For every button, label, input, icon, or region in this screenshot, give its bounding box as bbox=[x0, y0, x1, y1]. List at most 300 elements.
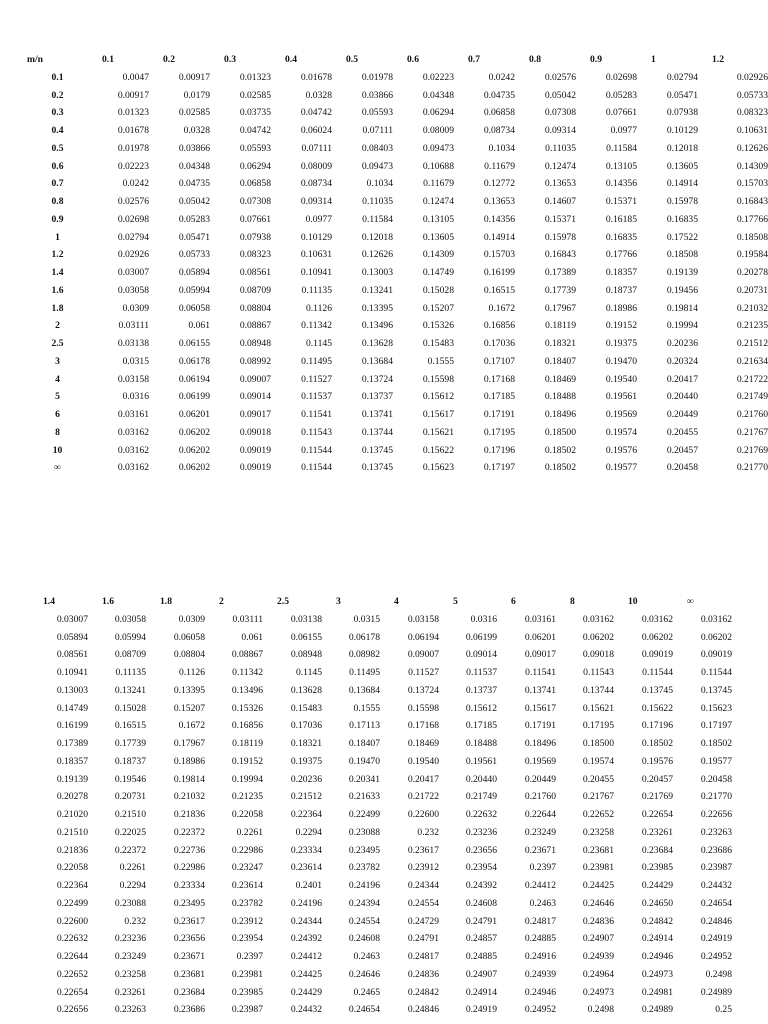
column-header: 0.5 bbox=[346, 54, 358, 66]
value-cell: 0.21749 bbox=[736, 391, 768, 403]
table-row bbox=[0, 122, 768, 140]
value-cell: 0.24964 bbox=[582, 968, 614, 980]
value-cell: 0.15617 bbox=[422, 409, 454, 421]
table-row bbox=[0, 664, 768, 682]
value-cell: 0.2294 bbox=[295, 826, 322, 838]
value-cell: 0.24973 bbox=[641, 968, 673, 980]
value-cell: 0.06178 bbox=[178, 355, 210, 367]
value-cell: 0.12772 bbox=[483, 178, 515, 190]
row-label: 4 bbox=[55, 373, 60, 385]
column-header: 0.9 bbox=[590, 54, 602, 66]
row-label: 3 bbox=[55, 355, 60, 367]
value-cell: 0.03162 bbox=[582, 613, 614, 625]
value-cell: 0.15978 bbox=[666, 196, 698, 208]
value-cell: 0.23247 bbox=[231, 862, 263, 874]
value-cell: 0.10941 bbox=[56, 667, 88, 679]
value-cell: 0.16199 bbox=[56, 720, 88, 732]
value-cell: 0.19470 bbox=[605, 355, 637, 367]
value-cell: 0.13003 bbox=[361, 267, 393, 279]
value-cell: 0.15623 bbox=[700, 702, 732, 714]
value-cell: 0.19540 bbox=[605, 373, 637, 385]
spacer-cell bbox=[0, 913, 29, 931]
value-cell: 0.22656 bbox=[56, 1004, 88, 1016]
table-row bbox=[0, 87, 768, 105]
value-cell: 0.21749 bbox=[465, 791, 497, 803]
value-cell: 0.25 bbox=[715, 1004, 732, 1016]
value-cell: 0.19546 bbox=[114, 773, 146, 785]
value-cell: 0.20457 bbox=[641, 773, 673, 785]
column-header: 1 bbox=[651, 54, 656, 66]
value-cell: 0.14356 bbox=[605, 178, 637, 190]
value-cell: 0.06294 bbox=[239, 160, 271, 172]
value-cell: 0.24857 bbox=[465, 933, 497, 945]
value-cell: 0.23686 bbox=[173, 1004, 205, 1016]
value-cell: 0.13605 bbox=[666, 160, 698, 172]
value-cell: 0.15028 bbox=[422, 284, 454, 296]
value-cell: 0.16199 bbox=[483, 267, 515, 279]
value-cell: 0.24952 bbox=[524, 1004, 556, 1016]
value-cell: 0.05471 bbox=[178, 231, 210, 243]
value-cell: 0.06199 bbox=[178, 391, 210, 403]
value-cell: 0.12626 bbox=[736, 142, 768, 154]
value-cell: 0.18508 bbox=[736, 231, 768, 243]
value-cell: 0.13744 bbox=[582, 684, 614, 696]
value-cell: 0.14356 bbox=[483, 213, 515, 225]
value-cell: 0.20457 bbox=[666, 444, 698, 456]
spacer-cell bbox=[732, 629, 768, 647]
column-header: 0.1 bbox=[102, 54, 114, 66]
value-cell: 0.24554 bbox=[407, 897, 439, 909]
value-cell: 0.17107 bbox=[483, 355, 515, 367]
value-cell: 0.22499 bbox=[348, 809, 380, 821]
value-cell: 0.20731 bbox=[114, 791, 146, 803]
value-cell: 0.19456 bbox=[666, 284, 698, 296]
value-cell: 0.22644 bbox=[56, 951, 88, 963]
value-cell: 0.2294 bbox=[119, 880, 146, 892]
spacer-cell bbox=[0, 282, 27, 300]
value-cell: 0.19561 bbox=[605, 391, 637, 403]
value-cell: 0.24885 bbox=[524, 933, 556, 945]
table-row bbox=[0, 140, 768, 158]
value-cell: 0.02698 bbox=[117, 213, 149, 225]
value-cell: 0.23656 bbox=[173, 933, 205, 945]
value-cell: 0.08804 bbox=[173, 649, 205, 661]
value-cell: 0.2463 bbox=[353, 951, 380, 963]
value-cell: 0.0328 bbox=[183, 125, 210, 137]
value-cell: 0.13395 bbox=[361, 302, 393, 314]
value-cell: 0.24729 bbox=[407, 915, 439, 927]
value-cell: 0.10631 bbox=[300, 249, 332, 261]
spacer-cell bbox=[0, 193, 27, 211]
value-cell: 0.21767 bbox=[582, 791, 614, 803]
value-cell: 0.0328 bbox=[305, 89, 332, 101]
value-cell: 0.03158 bbox=[117, 373, 149, 385]
value-cell: 0.03111 bbox=[232, 613, 263, 625]
value-cell: 0.15622 bbox=[422, 444, 454, 456]
value-cell: 0.1126 bbox=[305, 302, 332, 314]
value-cell: 0.06024 bbox=[300, 125, 332, 137]
table-bottom-body bbox=[0, 611, 768, 1019]
value-cell: 0.15371 bbox=[605, 196, 637, 208]
value-cell: 0.22652 bbox=[582, 809, 614, 821]
value-cell: 0.11537 bbox=[301, 391, 332, 403]
value-cell: 0.02794 bbox=[117, 231, 149, 243]
spacer-cell bbox=[732, 700, 768, 718]
value-cell: 0.24846 bbox=[700, 915, 732, 927]
value-cell: 0.03161 bbox=[524, 613, 556, 625]
value-cell: 0.24919 bbox=[700, 933, 732, 945]
value-cell: 0.24646 bbox=[582, 897, 614, 909]
value-cell: 0.15612 bbox=[422, 391, 454, 403]
table-row bbox=[0, 824, 768, 842]
value-cell: 0.17522 bbox=[666, 231, 698, 243]
row-label: 0.5 bbox=[51, 142, 64, 154]
value-cell: 0.22600 bbox=[407, 809, 439, 821]
value-cell: 0.21836 bbox=[56, 844, 88, 856]
value-cell: 0.21020 bbox=[56, 809, 88, 821]
value-cell: 0.1034 bbox=[366, 178, 393, 190]
table-row bbox=[0, 629, 768, 647]
column-header: 0.3 bbox=[224, 54, 236, 66]
value-cell: 0.05593 bbox=[239, 142, 271, 154]
column-header: 0.4 bbox=[285, 54, 297, 66]
value-cell: 0.11342 bbox=[232, 667, 263, 679]
value-cell: 0.24646 bbox=[348, 968, 380, 980]
value-cell: 0.13003 bbox=[56, 684, 88, 696]
value-cell: 0.23236 bbox=[465, 826, 497, 838]
value-cell: 0.18407 bbox=[544, 355, 576, 367]
value-cell: 0.22632 bbox=[56, 933, 88, 945]
table-row bbox=[0, 371, 768, 389]
value-cell: 0.09019 bbox=[239, 444, 271, 456]
spacer-cell bbox=[732, 664, 768, 682]
value-cell: 0.02585 bbox=[178, 107, 210, 119]
value-cell: 0.0316 bbox=[122, 391, 149, 403]
value-cell: 0.02223 bbox=[117, 160, 149, 172]
value-cell: 0.23782 bbox=[348, 862, 380, 874]
spacer-cell bbox=[0, 424, 27, 442]
value-cell: 0.21760 bbox=[524, 791, 556, 803]
spacer-cell bbox=[732, 859, 768, 877]
value-cell: 0.15621 bbox=[422, 426, 454, 438]
value-cell: 0.11527 bbox=[408, 667, 439, 679]
spacer-cell bbox=[732, 984, 768, 1002]
spacer-cell bbox=[0, 1001, 29, 1019]
value-cell: 0.17185 bbox=[483, 391, 515, 403]
spacer-cell bbox=[0, 122, 27, 140]
row-label: 0.3 bbox=[51, 107, 64, 119]
table-row bbox=[0, 282, 768, 300]
value-cell: 0.06058 bbox=[178, 302, 210, 314]
value-cell: 0.23617 bbox=[173, 915, 205, 927]
value-cell: 0.20324 bbox=[666, 355, 698, 367]
value-cell: 0.24429 bbox=[290, 986, 322, 998]
spacer-cell bbox=[0, 948, 29, 966]
spacer-cell bbox=[0, 895, 29, 913]
value-cell: 0.24946 bbox=[641, 951, 673, 963]
value-cell: 0.18407 bbox=[348, 738, 380, 750]
value-cell: 0.20449 bbox=[666, 409, 698, 421]
value-cell: 0.21722 bbox=[407, 791, 439, 803]
spacer-cell bbox=[0, 682, 29, 700]
value-cell: 0.23258 bbox=[114, 968, 146, 980]
value-cell: 0.13745 bbox=[361, 462, 393, 474]
value-cell: 0.23263 bbox=[114, 1004, 146, 1016]
value-cell: 0.19814 bbox=[173, 773, 205, 785]
value-cell: 0.09018 bbox=[239, 426, 271, 438]
value-cell: 0.02576 bbox=[544, 71, 576, 83]
table-row bbox=[0, 406, 768, 424]
spacer-cell bbox=[732, 895, 768, 913]
value-cell: 0.2465 bbox=[353, 986, 380, 998]
spacer-cell bbox=[732, 735, 768, 753]
value-cell: 0.03058 bbox=[114, 613, 146, 625]
value-cell: 0.23985 bbox=[641, 862, 673, 874]
value-cell: 0.13684 bbox=[348, 684, 380, 696]
value-cell: 0.24919 bbox=[465, 1004, 497, 1016]
value-cell: 0.24392 bbox=[465, 880, 497, 892]
value-cell: 0.15622 bbox=[641, 702, 673, 714]
value-cell: 0.00917 bbox=[178, 71, 210, 83]
value-cell: 0.23987 bbox=[700, 862, 732, 874]
value-cell: 0.09314 bbox=[544, 125, 576, 137]
value-cell: 0.21510 bbox=[114, 809, 146, 821]
value-cell: 0.11541 bbox=[525, 667, 556, 679]
value-cell: 0.0316 bbox=[470, 613, 497, 625]
value-cell: 0.08009 bbox=[422, 125, 454, 137]
value-cell: 0.15612 bbox=[465, 702, 497, 714]
value-cell: 0.24817 bbox=[407, 951, 439, 963]
value-cell: 0.03161 bbox=[117, 409, 149, 421]
value-cell: 0.06201 bbox=[524, 631, 556, 643]
value-cell: 0.23681 bbox=[582, 844, 614, 856]
value-cell: 0.06194 bbox=[178, 373, 210, 385]
value-cell: 0.06201 bbox=[178, 409, 210, 421]
spacer-cell bbox=[732, 966, 768, 984]
value-cell: 0.19584 bbox=[736, 249, 768, 261]
table-row bbox=[0, 611, 768, 629]
table-row bbox=[0, 895, 768, 913]
table-row bbox=[0, 353, 768, 371]
value-cell: 0.01323 bbox=[117, 107, 149, 119]
value-cell: 0.13724 bbox=[361, 373, 393, 385]
value-cell: 0.17191 bbox=[524, 720, 556, 732]
table-row bbox=[0, 788, 768, 806]
value-cell: 0.24836 bbox=[582, 915, 614, 927]
value-cell: 0.05733 bbox=[736, 89, 768, 101]
value-cell: 0.17185 bbox=[465, 720, 497, 732]
value-cell: 0.07938 bbox=[239, 231, 271, 243]
value-cell: 0.06202 bbox=[641, 631, 673, 643]
value-cell: 0.13653 bbox=[483, 196, 515, 208]
value-cell: 0.09014 bbox=[239, 391, 271, 403]
value-cell: 0.07111 bbox=[362, 125, 393, 137]
value-cell: 0.05994 bbox=[178, 284, 210, 296]
spacer-cell bbox=[732, 717, 768, 735]
value-cell: 0.1145 bbox=[295, 667, 322, 679]
table-row bbox=[0, 193, 768, 211]
value-cell: 0.11544 bbox=[301, 444, 332, 456]
spacer-cell bbox=[0, 735, 29, 753]
value-cell: 0.20440 bbox=[465, 773, 497, 785]
value-cell: 0.061 bbox=[241, 631, 263, 643]
value-cell: 0.13105 bbox=[605, 160, 637, 172]
value-cell: 0.08734 bbox=[483, 125, 515, 137]
value-cell: 0.03162 bbox=[641, 613, 673, 625]
value-cell: 0.18986 bbox=[605, 302, 637, 314]
value-cell: 0.20278 bbox=[736, 267, 768, 279]
value-cell: 0.23656 bbox=[465, 844, 497, 856]
value-cell: 0.23236 bbox=[114, 933, 146, 945]
value-cell: 0.24885 bbox=[465, 951, 497, 963]
value-cell: 0.06202 bbox=[178, 444, 210, 456]
spacer-cell bbox=[0, 140, 27, 158]
spacer-cell bbox=[0, 229, 27, 247]
value-cell: 0.21510 bbox=[56, 826, 88, 838]
value-cell: 0.03162 bbox=[117, 462, 149, 474]
value-cell: 0.02585 bbox=[239, 89, 271, 101]
value-cell: 0.02576 bbox=[117, 196, 149, 208]
spacer-cell bbox=[732, 930, 768, 948]
value-cell: 0.24916 bbox=[524, 951, 556, 963]
value-cell: 0.21235 bbox=[231, 791, 263, 803]
value-cell: 0.18502 bbox=[700, 738, 732, 750]
value-cell: 0.23263 bbox=[700, 826, 732, 838]
value-cell: 0.19994 bbox=[666, 320, 698, 332]
column-header: 2.5 bbox=[277, 596, 289, 608]
value-cell: 0.24432 bbox=[700, 880, 732, 892]
value-cell: 0.20236 bbox=[290, 773, 322, 785]
value-cell: 0.22058 bbox=[231, 809, 263, 821]
table-bottom-header bbox=[0, 593, 768, 611]
value-cell: 0.21769 bbox=[736, 444, 768, 456]
value-cell: 0.11543 bbox=[301, 426, 332, 438]
value-cell: 0.03158 bbox=[407, 613, 439, 625]
spacer-cell bbox=[0, 966, 29, 984]
value-cell: 0.20236 bbox=[666, 338, 698, 350]
value-cell: 0.23782 bbox=[231, 897, 263, 909]
row-label: 2 bbox=[55, 320, 60, 332]
value-cell: 0.17197 bbox=[700, 720, 732, 732]
value-cell: 0.23981 bbox=[582, 862, 614, 874]
column-header: 6 bbox=[511, 596, 516, 608]
value-cell: 0.08948 bbox=[239, 338, 271, 350]
table-row bbox=[0, 984, 768, 1002]
value-cell: 0.19577 bbox=[605, 462, 637, 474]
value-cell: 0.17168 bbox=[407, 720, 439, 732]
value-cell: 0.23681 bbox=[173, 968, 205, 980]
column-header: 1.8 bbox=[160, 596, 172, 608]
value-cell: 0.06058 bbox=[173, 631, 205, 643]
value-cell: 0.21769 bbox=[641, 791, 673, 803]
value-cell: 0.20455 bbox=[666, 426, 698, 438]
value-cell: 0.05894 bbox=[56, 631, 88, 643]
value-cell: 0.17168 bbox=[483, 373, 515, 385]
table-row bbox=[0, 388, 768, 406]
value-cell: 0.11537 bbox=[466, 667, 497, 679]
column-header: 3 bbox=[336, 596, 341, 608]
value-cell: 0.1555 bbox=[427, 355, 454, 367]
value-cell: 0.03058 bbox=[117, 284, 149, 296]
value-cell: 0.03162 bbox=[117, 426, 149, 438]
value-cell: 0.23495 bbox=[348, 844, 380, 856]
value-cell: 0.13605 bbox=[422, 231, 454, 243]
value-cell: 0.24989 bbox=[700, 986, 732, 998]
value-cell: 0.17191 bbox=[483, 409, 515, 421]
row-label: 1.4 bbox=[51, 267, 64, 279]
value-cell: 0.17389 bbox=[544, 267, 576, 279]
value-cell: 0.18737 bbox=[114, 755, 146, 767]
value-cell: 0.07661 bbox=[605, 107, 637, 119]
value-cell: 0.04735 bbox=[483, 89, 515, 101]
value-cell: 0.11544 bbox=[701, 667, 732, 679]
spacer-cell bbox=[0, 246, 27, 264]
value-cell: 0.11135 bbox=[301, 284, 332, 296]
value-cell: 0.08734 bbox=[300, 178, 332, 190]
value-cell: 0.13105 bbox=[422, 213, 454, 225]
table-row bbox=[0, 682, 768, 700]
value-cell: 0.13737 bbox=[361, 391, 393, 403]
value-cell: 0.09007 bbox=[239, 373, 271, 385]
table-row bbox=[0, 717, 768, 735]
value-cell: 0.06202 bbox=[700, 631, 732, 643]
value-cell: 0.03007 bbox=[117, 267, 149, 279]
spacer-cell bbox=[0, 806, 29, 824]
value-cell: 0.11584 bbox=[362, 213, 393, 225]
value-cell: 0.20417 bbox=[666, 373, 698, 385]
value-cell: 0.18469 bbox=[544, 373, 576, 385]
value-cell: 0.1145 bbox=[305, 338, 332, 350]
value-cell: 0.24429 bbox=[641, 880, 673, 892]
value-cell: 0.12474 bbox=[544, 160, 576, 172]
value-cell: 0.23249 bbox=[114, 951, 146, 963]
value-cell: 0.24344 bbox=[290, 915, 322, 927]
value-cell: 0.1672 bbox=[488, 302, 515, 314]
value-cell: 0.09019 bbox=[641, 649, 673, 661]
value-cell: 0.15483 bbox=[422, 338, 454, 350]
value-cell: 0.24914 bbox=[465, 986, 497, 998]
value-cell: 0.24836 bbox=[407, 968, 439, 980]
value-cell: 0.0977 bbox=[610, 125, 637, 137]
value-cell: 0.23684 bbox=[173, 986, 205, 998]
value-cell: 0.03162 bbox=[117, 444, 149, 456]
value-cell: 0.09007 bbox=[407, 649, 439, 661]
column-header: 4 bbox=[394, 596, 399, 608]
spacer-cell bbox=[0, 442, 27, 460]
value-cell: 0.22986 bbox=[231, 844, 263, 856]
value-cell: 0.13745 bbox=[641, 684, 673, 696]
value-cell: 0.24952 bbox=[700, 951, 732, 963]
spacer-cell bbox=[732, 753, 768, 771]
value-cell: 0.18488 bbox=[544, 391, 576, 403]
value-cell: 0.15703 bbox=[736, 178, 768, 190]
value-cell: 0.24392 bbox=[290, 933, 322, 945]
value-cell: 0.05733 bbox=[178, 249, 210, 261]
value-cell: 0.07308 bbox=[239, 196, 271, 208]
value-cell: 0.14607 bbox=[544, 196, 576, 208]
spacer-cell bbox=[732, 842, 768, 860]
value-cell: 0.23088 bbox=[348, 826, 380, 838]
value-cell: 0.23249 bbox=[524, 826, 556, 838]
value-cell: 0.07308 bbox=[544, 107, 576, 119]
value-cell: 0.19574 bbox=[582, 755, 614, 767]
value-cell: 0.24412 bbox=[524, 880, 556, 892]
table-top-header bbox=[0, 51, 768, 69]
value-cell: 0.16515 bbox=[114, 720, 146, 732]
value-cell: 0.18502 bbox=[641, 738, 673, 750]
value-cell: 0.01678 bbox=[117, 125, 149, 137]
value-cell: 0.04742 bbox=[300, 107, 332, 119]
